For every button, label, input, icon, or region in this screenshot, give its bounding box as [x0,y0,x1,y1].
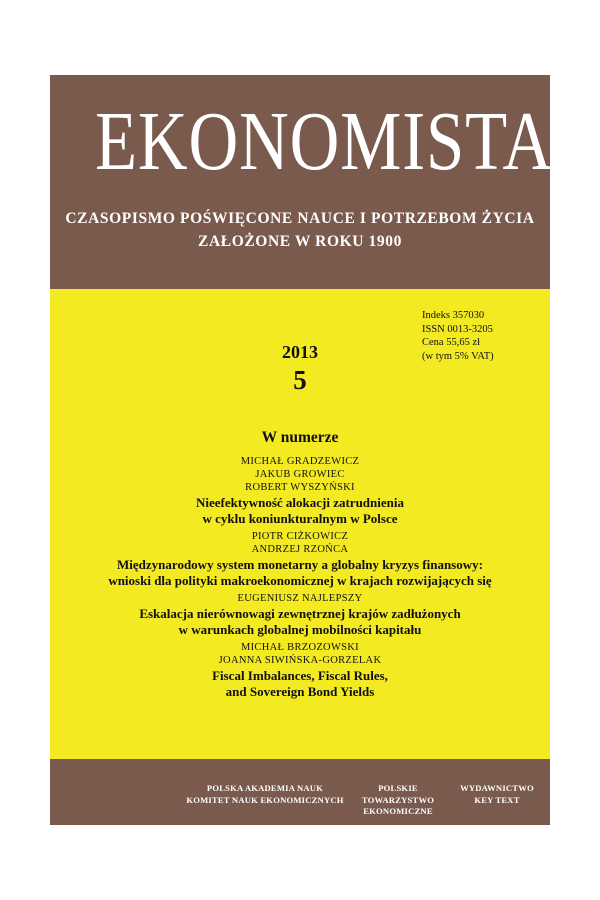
journal-subtitle-line2: ZAŁOŻONE W ROKU 1900 [198,233,402,250]
publisher-line: POLSKIE TOWARZYSTWO [361,783,435,805]
article-item [50,455,550,526]
author-name: ROBERT WYSZYŃSKI [245,482,355,493]
article-list [50,455,550,703]
vat-note: (w tym 5% VAT) [422,350,494,362]
contents-panel [50,289,550,759]
masthead-band [50,75,554,289]
contents-heading: W numerze [261,429,339,446]
journal-cover [50,75,554,825]
article-title-line: w warunkach globalnej mobilności kapitału [178,622,422,637]
publisher-band [50,759,550,825]
issue-year: 2013 [282,342,318,362]
article-item [50,530,550,588]
publisher-line: KEY TEXT [474,794,520,805]
author-name: PIOTR CIŻKOWICZ [251,531,349,542]
journal-subtitle-line1: CZASOPISMO POŚWIĘCONE NAUCE I POTRZEBOM ŻYCIA [65,210,535,227]
publisher-pan [180,783,350,806]
article-title-line: Międzynarodowy system monetarny a globalny kryzys finansowy: [117,557,483,572]
price: Cena 55,65 zł [422,337,481,348]
article-title-line: Eskalacja nierównowagi zewnętrznej krajów zadłużonych [139,606,461,621]
article-item [50,592,550,637]
publisher-key-text [458,783,536,806]
publisher-line: WYDAWNICTWO [460,783,534,793]
author-name: EUGENIUSZ NAJLEPSZY [237,593,363,604]
journal-title: EKONOMISTA [95,95,554,188]
publisher-line: POLSKA AKADEMIA NAUK [206,783,324,793]
publisher-pte [342,783,454,818]
publisher-line: EKONOMICZNE [363,806,433,816]
article-title-line: w cyklu koniunkturalnym w Polsce [202,511,398,526]
author-name: JAKUB GROWIEC [255,469,345,480]
author-name: JOANNA SIWIŃSKA-GORZELAK [218,655,382,666]
article-title-line: wnioski dla polityki makroekonomicznej w krajach rozwijających się [108,573,492,588]
author-name: ANDRZEJ RZOŃCA [251,544,349,555]
article-title-line: and Sovereign Bond Yields [225,684,375,699]
issue-number: 5 [293,365,307,395]
author-name: MICHAŁ BRZOZOWSKI [241,642,359,653]
article-title-line: Nieefektywność alokacji zatrudnienia [196,495,404,510]
article-item [50,641,550,699]
article-title-line: Fiscal Imbalances, Fiscal Rules, [212,668,388,683]
index-number: Indeks 357030 [422,310,485,321]
publisher-line: KOMITET NAUK EKONOMICZNYCH [186,794,344,805]
author-name: MICHAŁ GRADZEWICZ [240,456,360,467]
issn: ISSN 0013-3205 [422,323,493,335]
